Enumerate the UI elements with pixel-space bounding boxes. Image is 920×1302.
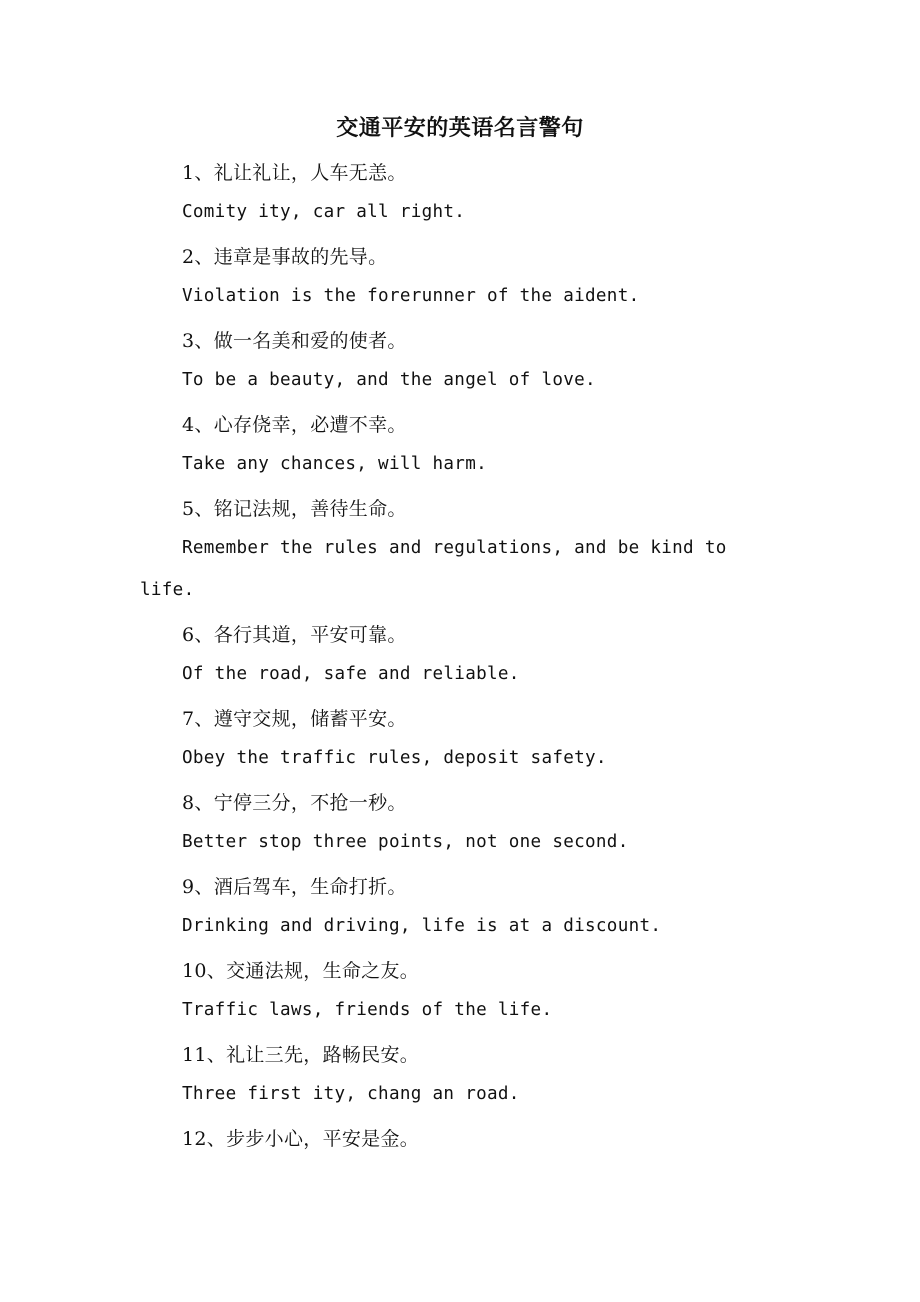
quote-chinese-1: 1、礼让礼让，人车无恙。 <box>182 162 407 184</box>
quote-chinese-3: 3、做一名美和爱的使者。 <box>182 330 407 352</box>
quote-english-9: Drinking and driving, life is at a discount. <box>182 916 662 936</box>
quote-english-2: Violation is the forerunner of the aident. <box>182 286 640 306</box>
quote-english-10: Traffic laws, friends of the life. <box>182 1000 553 1020</box>
quote-chinese-5: 5、铭记法规，善待生命。 <box>182 498 407 520</box>
quote-english-3: To be a beauty, and the angel of love. <box>182 370 596 390</box>
quote-english-1: Comity ity, car all right. <box>182 202 466 222</box>
quote-english-4: Take any chances, will harm. <box>182 454 487 474</box>
quote-chinese-2: 2、违章是事故的先导。 <box>182 246 388 268</box>
quote-chinese-11: 11、礼让三先，路畅民安。 <box>182 1044 420 1066</box>
quote-english-7: Obey the traffic rules, deposit safety. <box>182 748 607 768</box>
document-title: 交通平安的英语名言警句 <box>336 115 584 141</box>
quote-chinese-6: 6、各行其道，平安可靠。 <box>182 624 407 646</box>
quote-chinese-9: 9、酒后驾车，生命打折。 <box>182 876 407 898</box>
quote-english-11: Three first ity, chang an road. <box>182 1084 520 1104</box>
quote-list <box>140 155 740 1157</box>
quote-english-6: Of the road, safe and reliable. <box>182 664 520 684</box>
quote-english-8: Better stop three points, not one second. <box>182 832 629 852</box>
quote-chinese-10: 10、交通法规，生命之友。 <box>182 960 420 982</box>
quote-english-5: Remember the rules and regulations, and be kind to life. <box>140 538 738 600</box>
quote-chinese-8: 8、宁停三分，不抢一秒。 <box>182 792 407 814</box>
quote-chinese-4: 4、心存侥幸，必遭不幸。 <box>182 414 407 436</box>
quote-chinese-12: 12、步步小心，平安是金。 <box>182 1128 420 1150</box>
quote-chinese-7: 7、遵守交规，储蓄平安。 <box>182 708 407 730</box>
